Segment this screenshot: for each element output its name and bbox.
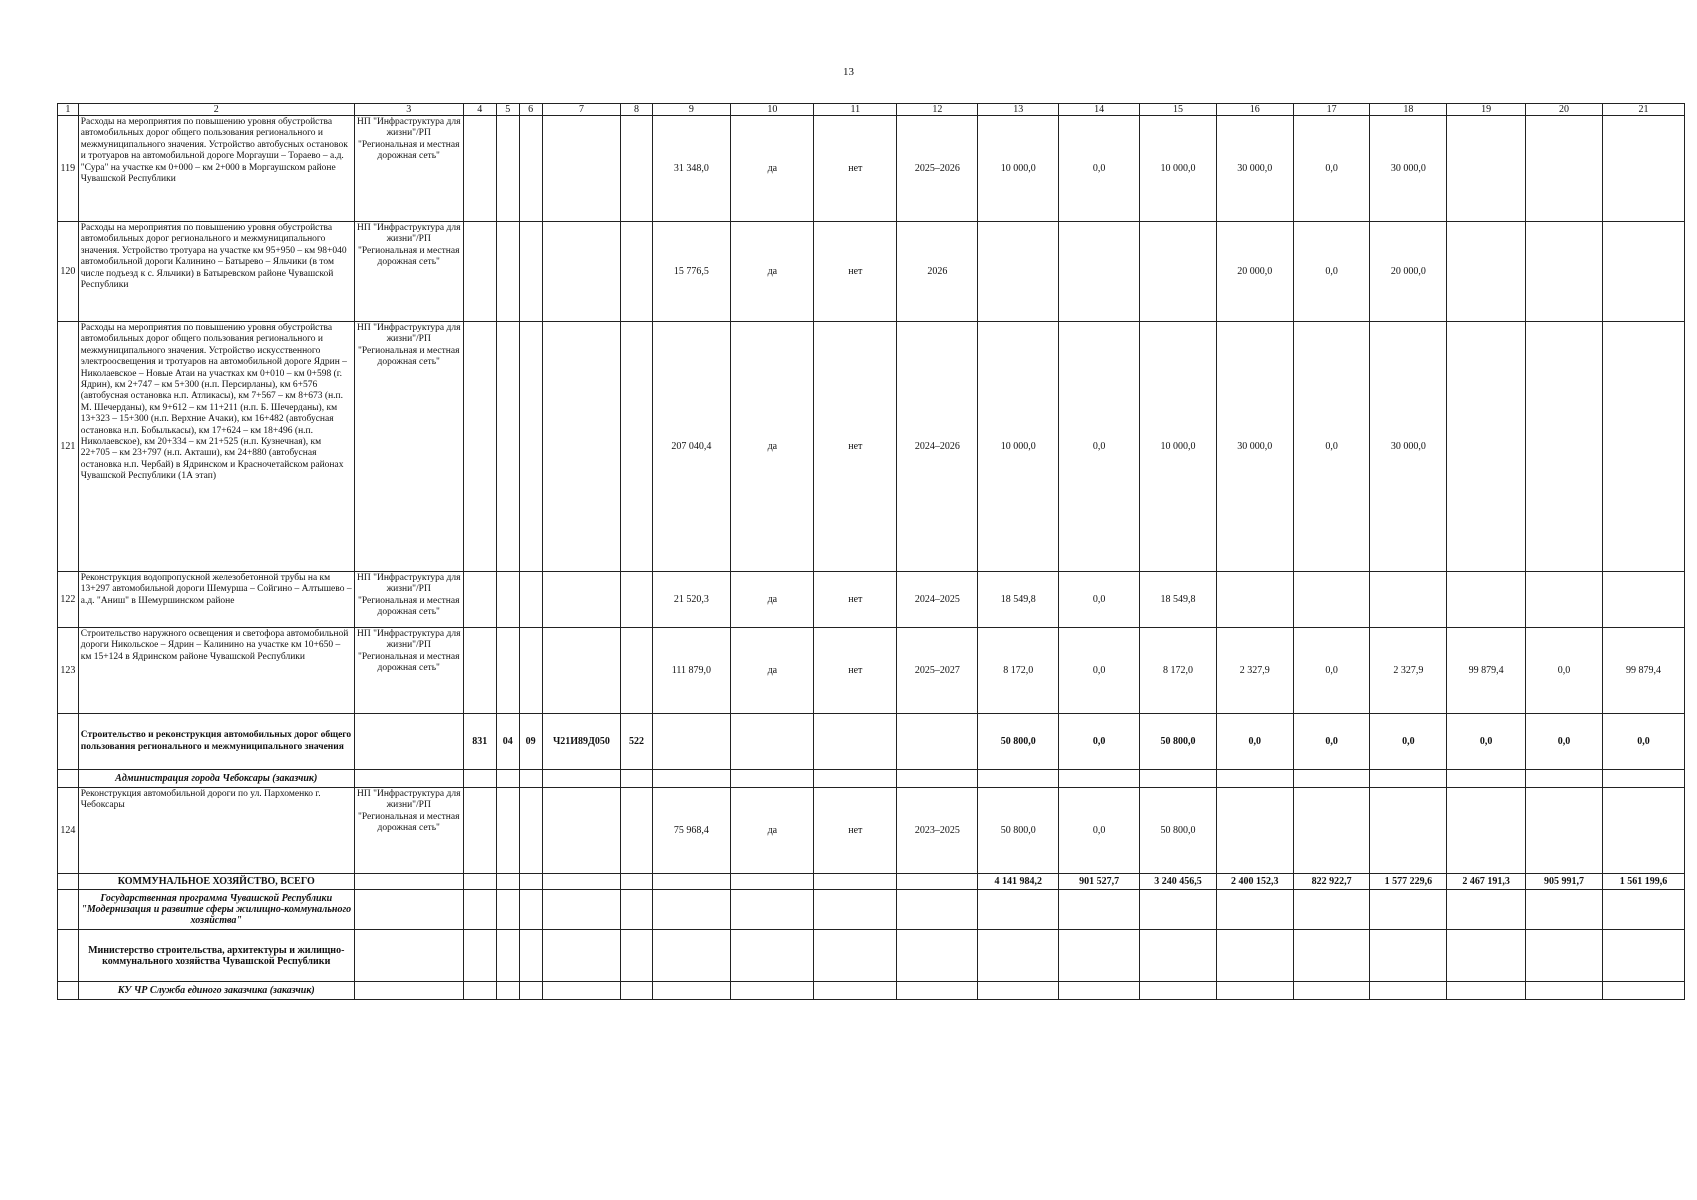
cell-c7 xyxy=(542,628,621,714)
cell-c13: 18 549,8 xyxy=(978,572,1059,628)
cell-c13: 10 000,0 xyxy=(978,116,1059,222)
cell-c16: 30 000,0 xyxy=(1216,322,1293,572)
cell-c8 xyxy=(621,572,652,628)
cell-c12: 2025–2026 xyxy=(897,116,978,222)
budget-table xyxy=(57,103,1685,1000)
cell-c7 xyxy=(542,222,621,322)
cell-c21 xyxy=(1602,116,1684,222)
cell-c5 xyxy=(496,572,519,628)
cell-c9: 31 348,0 xyxy=(652,116,731,222)
cell-c15: 10 000,0 xyxy=(1140,116,1217,222)
col-header: 6 xyxy=(519,104,542,116)
cell-c19: 0,0 xyxy=(1447,714,1526,770)
col-header: 19 xyxy=(1447,104,1526,116)
col-header: 1 xyxy=(58,104,79,116)
row-name: Реконструкция автомобильной дороги по ул. Пархоменко г. Чебоксары xyxy=(78,788,354,874)
page-number: 13 xyxy=(843,66,854,78)
col-header: 3 xyxy=(354,104,463,116)
cell-c7: Ч21И89Д050 xyxy=(542,714,621,770)
cell-c14: 0,0 xyxy=(1059,322,1140,572)
cell-c12: 2023–2025 xyxy=(897,788,978,874)
table-row xyxy=(58,116,1685,222)
ministry-row xyxy=(58,930,1685,982)
col-header: 2 xyxy=(78,104,354,116)
cell-c17: 0,0 xyxy=(1293,222,1370,322)
cell-c20: 905 991,7 xyxy=(1526,874,1603,890)
cell-c19 xyxy=(1447,222,1526,322)
cell-c4 xyxy=(463,222,496,322)
customer-ku: КУ ЧР Служба единого заказчика (заказчик) xyxy=(78,982,354,1000)
row-number: 121 xyxy=(58,322,79,572)
row-responsible: НП "Инфраструктура для жизни"/РП "Региональная и местная дорожная сеть" xyxy=(354,572,463,628)
cell-c8 xyxy=(621,116,652,222)
cell-c16: 2 400 152,3 xyxy=(1216,874,1293,890)
cell-c9: 15 776,5 xyxy=(652,222,731,322)
row-number: 122 xyxy=(58,572,79,628)
cell-c11: нет xyxy=(814,788,897,874)
table-row xyxy=(58,628,1685,714)
state-program-row xyxy=(58,890,1685,930)
customer-ku-row xyxy=(58,982,1685,1000)
cell-c17: 0,0 xyxy=(1293,714,1370,770)
cell-c16: 0,0 xyxy=(1216,714,1293,770)
cell-c14: 0,0 xyxy=(1059,788,1140,874)
cell-c15: 50 800,0 xyxy=(1140,714,1217,770)
cell-c13 xyxy=(978,222,1059,322)
cell-c14: 0,0 xyxy=(1059,116,1140,222)
cell-c14 xyxy=(1059,222,1140,322)
col-header: 4 xyxy=(463,104,496,116)
cell-c7 xyxy=(542,322,621,572)
cell-c5 xyxy=(496,628,519,714)
row-number: 120 xyxy=(58,222,79,322)
cell-c9: 75 968,4 xyxy=(652,788,731,874)
cell-c10: да xyxy=(731,222,814,322)
row-responsible: НП "Инфраструктура для жизни"/РП "Региональная и местная дорожная сеть" xyxy=(354,116,463,222)
cell-c14: 0,0 xyxy=(1059,572,1140,628)
cell-c12: 2024–2025 xyxy=(897,572,978,628)
cell-c19 xyxy=(1447,322,1526,572)
cell-c6 xyxy=(519,116,542,222)
row-number: 123 xyxy=(58,628,79,714)
col-header: 8 xyxy=(621,104,652,116)
cell-c19: 2 467 191,3 xyxy=(1447,874,1526,890)
cell-c18: 2 327,9 xyxy=(1370,628,1447,714)
col-header: 21 xyxy=(1602,104,1684,116)
cell-c13: 10 000,0 xyxy=(978,322,1059,572)
cell-c6 xyxy=(519,222,542,322)
cell-c20 xyxy=(1526,222,1603,322)
cell-c8: 522 xyxy=(621,714,652,770)
row-name: Расходы на мероприятия по повышению уровня обустройства автомобильных дорог регионального и межмуниципального значения. Устройство тротуара на участке км 95+950 – км 98+040 автомобильной дороги Калинино – Батырево – Яльчики (в том числе подъезд к с. Яльчики) в Батыревском районе Чувашской Республики xyxy=(78,222,354,322)
cell-c4 xyxy=(463,116,496,222)
cell-c20 xyxy=(1526,322,1603,572)
cell-c20 xyxy=(1526,572,1603,628)
cell-c16: 30 000,0 xyxy=(1216,116,1293,222)
cell-c10: да xyxy=(731,322,814,572)
cell-c9: 111 879,0 xyxy=(652,628,731,714)
row-responsible: НП "Инфраструктура для жизни"/РП "Региональная и местная дорожная сеть" xyxy=(354,628,463,714)
cell-c4 xyxy=(463,572,496,628)
col-header: 9 xyxy=(652,104,731,116)
cell-c8 xyxy=(621,628,652,714)
state-program: Государственная программа Чувашской Республики "Модернизация и развитие сферы жилищно-коммунального хозяйства" xyxy=(78,890,354,930)
customer-cheboksary: Администрация города Чебоксары (заказчик) xyxy=(78,770,354,788)
communal-total-row xyxy=(58,874,1685,890)
cell-c11: нет xyxy=(814,116,897,222)
col-header: 12 xyxy=(897,104,978,116)
cell-c6 xyxy=(519,322,542,572)
cell-c14: 901 527,7 xyxy=(1059,874,1140,890)
cell-c18: 30 000,0 xyxy=(1370,116,1447,222)
cell-c16 xyxy=(1216,572,1293,628)
section-construction-name: Строительство и реконструкция автомобильных дорог общего пользования регионального и межмуниципального значения xyxy=(78,714,354,770)
row-name: Строительство наружного освещения и светофора автомобильной дороги Никольское – Ядрин – Калинино на участке км 10+650 – км 15+124 в Ядринском районе Чувашской Республики xyxy=(78,628,354,714)
communal-total-label: КОММУНАЛЬНОЕ ХОЗЯЙСТВО, ВСЕГО xyxy=(78,874,354,890)
cell-c21 xyxy=(1602,572,1684,628)
cell-c21 xyxy=(1602,322,1684,572)
cell-c5 xyxy=(496,116,519,222)
column-header-row xyxy=(58,104,1685,116)
section-construction-row xyxy=(58,714,1685,770)
cell-c20 xyxy=(1526,116,1603,222)
cell-c9: 207 040,4 xyxy=(652,322,731,572)
cell-c15: 8 172,0 xyxy=(1140,628,1217,714)
cell-c17: 0,0 xyxy=(1293,322,1370,572)
table-row xyxy=(58,322,1685,572)
cell-c21: 1 561 199,6 xyxy=(1602,874,1684,890)
cell-c10: да xyxy=(731,788,814,874)
cell-c13: 50 800,0 xyxy=(978,714,1059,770)
cell-c18: 30 000,0 xyxy=(1370,322,1447,572)
cell-c6: 09 xyxy=(519,714,542,770)
cell-c13: 50 800,0 xyxy=(978,788,1059,874)
cell-c15: 18 549,8 xyxy=(1140,572,1217,628)
row-responsible: НП "Инфраструктура для жизни"/РП "Региональная и местная дорожная сеть" xyxy=(354,788,463,874)
customer-row xyxy=(58,770,1685,788)
cell-c18: 0,0 xyxy=(1370,714,1447,770)
cell-c9: 21 520,3 xyxy=(652,572,731,628)
cell-c16: 20 000,0 xyxy=(1216,222,1293,322)
cell-c21 xyxy=(1602,222,1684,322)
cell-c17: 0,0 xyxy=(1293,116,1370,222)
cell-c15 xyxy=(1140,222,1217,322)
cell-c11: нет xyxy=(814,322,897,572)
cell-c19: 99 879,4 xyxy=(1447,628,1526,714)
cell-c17: 822 922,7 xyxy=(1293,874,1370,890)
cell-c16: 2 327,9 xyxy=(1216,628,1293,714)
col-header: 10 xyxy=(731,104,814,116)
row-name: Расходы на мероприятия по повышению уровня обустройства автомобильных дорог общего пользования регионального и межмуниципального значения. Устройство автобусных остановок и тротуаров на автомобильной дороге Моргауши – Тораево – а.д. "Сура" на участке км 0+000 – км 2+000 в Моргаушском районе Чувашской Республики xyxy=(78,116,354,222)
cell-c15: 10 000,0 xyxy=(1140,322,1217,572)
cell-c11: нет xyxy=(814,222,897,322)
cell-c10: да xyxy=(731,116,814,222)
cell-c11: нет xyxy=(814,628,897,714)
cell-c20: 0,0 xyxy=(1526,714,1603,770)
cell-c8 xyxy=(621,222,652,322)
cell-c17: 0,0 xyxy=(1293,628,1370,714)
cell-c18: 1 577 229,6 xyxy=(1370,874,1447,890)
cell-c15: 50 800,0 xyxy=(1140,788,1217,874)
cell-c20: 0,0 xyxy=(1526,628,1603,714)
cell-c17 xyxy=(1293,572,1370,628)
col-header: 18 xyxy=(1370,104,1447,116)
cell-c5: 04 xyxy=(496,714,519,770)
cell-c12: 2026 xyxy=(897,222,978,322)
cell-c14: 0,0 xyxy=(1059,714,1140,770)
col-header: 13 xyxy=(978,104,1059,116)
cell-c15: 3 240 456,5 xyxy=(1140,874,1217,890)
col-header: 11 xyxy=(814,104,897,116)
ministry: Министерство строительства, архитектуры и жилищно-коммунального хозяйства Чувашской Республики xyxy=(78,930,354,982)
row-number: 119 xyxy=(58,116,79,222)
col-header: 5 xyxy=(496,104,519,116)
cell-c5 xyxy=(496,222,519,322)
row-responsible: НП "Инфраструктура для жизни"/РП "Региональная и местная дорожная сеть" xyxy=(354,322,463,572)
cell-c18 xyxy=(1370,572,1447,628)
cell-c21: 99 879,4 xyxy=(1602,628,1684,714)
cell-c10: да xyxy=(731,628,814,714)
cell-c4 xyxy=(463,628,496,714)
table-row xyxy=(58,572,1685,628)
cell-c5 xyxy=(496,322,519,572)
cell-c12: 2025–2027 xyxy=(897,628,978,714)
cell-c10: да xyxy=(731,572,814,628)
table-row xyxy=(58,788,1685,874)
cell-c11: нет xyxy=(814,572,897,628)
cell-c6 xyxy=(519,572,542,628)
col-header: 16 xyxy=(1216,104,1293,116)
cell-c19 xyxy=(1447,572,1526,628)
table-row xyxy=(58,222,1685,322)
cell-c13: 4 141 984,2 xyxy=(978,874,1059,890)
col-header: 17 xyxy=(1293,104,1370,116)
row-name: Реконструкция водопропускной железобетонной трубы на км 13+297 автомобильной дороги Шемурша – Сойгино – Алтышево – а.д. "Аниш" в Шемуршинском районе xyxy=(78,572,354,628)
row-number: 124 xyxy=(58,788,79,874)
cell-c18: 20 000,0 xyxy=(1370,222,1447,322)
cell-c21: 0,0 xyxy=(1602,714,1684,770)
col-header: 7 xyxy=(542,104,621,116)
col-header: 14 xyxy=(1059,104,1140,116)
cell-c6 xyxy=(519,628,542,714)
row-name: Расходы на мероприятия по повышению уровня обустройства автомобильных дорог общего пользования регионального и межмуниципального значения. Устройство искусственного электроосвещения и тротуаров на автомобильной дороге Ядрин – Николаевское – Новые Атаи на участках км 0+010 – км 0+598 (г. Ядрин), км 2+747 – км 5+300 (н.п. Персирланы), км 6+576 (автобусная остановка н.п. Атликасы), км 7+567 – км 8+673 (н.п. М. Шечерданы), км 9+612 – км 11+211 (н.п. Б. Шечерданы), км 13+323 – 15+300 (н.п. Верхние Ачаки), км 16+482 (автобусная остановка н.п. Бобылькасы), км 17+624 – км 18+496 (н.п. Николаевское), км 20+334 – км 21+525 (н.п. Кузнечная), км 22+705 – км 23+797 (н.п. Акташи), км 24+880 (автобусная остановка н.п. Чербай) в Ядринском и Красночетайском районах Чувашской Республики (1А этап) xyxy=(78,322,354,572)
cell-c12: 2024–2026 xyxy=(897,322,978,572)
cell-c7 xyxy=(542,572,621,628)
cell-c13: 8 172,0 xyxy=(978,628,1059,714)
cell-c8 xyxy=(621,322,652,572)
cell-c14: 0,0 xyxy=(1059,628,1140,714)
cell-c7 xyxy=(542,116,621,222)
col-header: 15 xyxy=(1140,104,1217,116)
cell-c4: 831 xyxy=(463,714,496,770)
col-header: 20 xyxy=(1526,104,1603,116)
cell-c19 xyxy=(1447,116,1526,222)
row-responsible: НП "Инфраструктура для жизни"/РП "Региональная и местная дорожная сеть" xyxy=(354,222,463,322)
cell-c4 xyxy=(463,322,496,572)
